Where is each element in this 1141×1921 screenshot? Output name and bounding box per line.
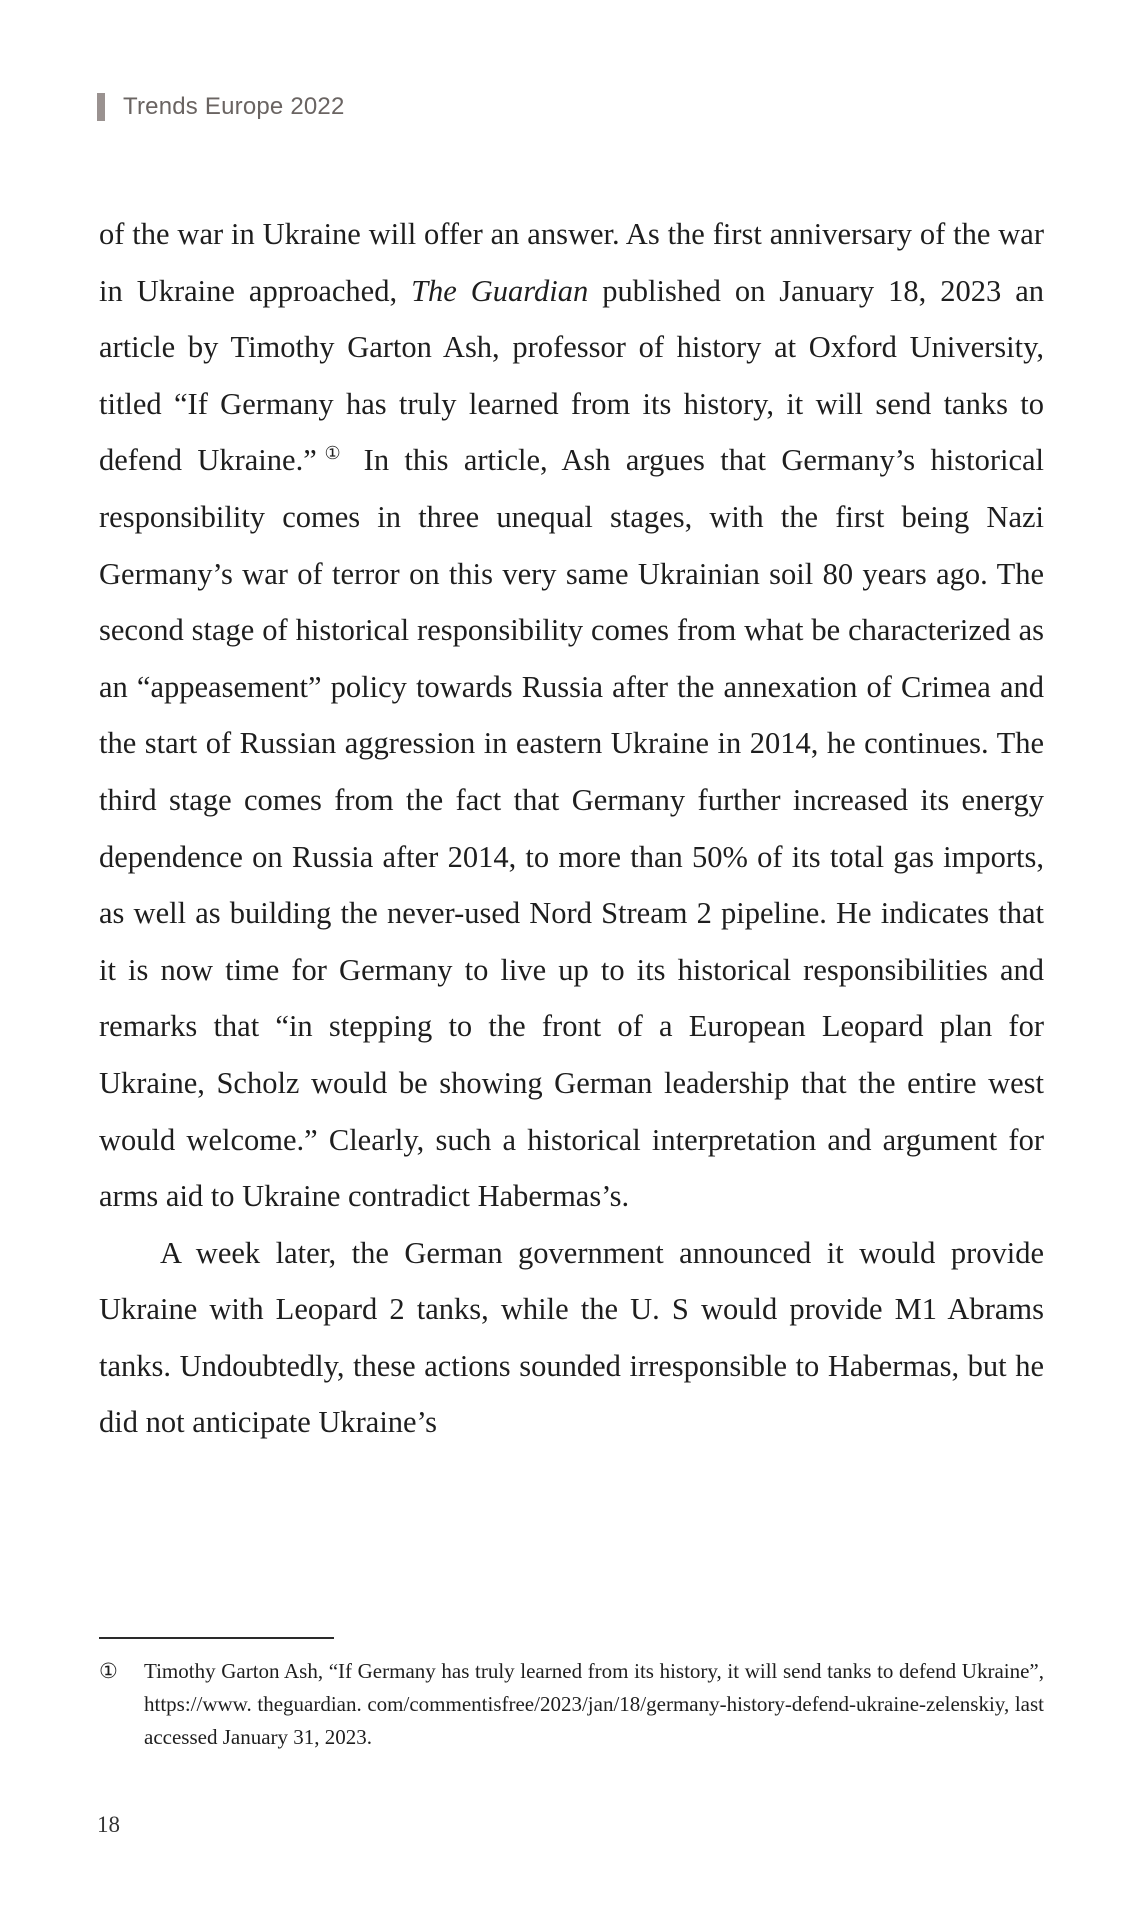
paragraph-2: A week later, the German government announced it would provide Ukraine with Leopard 2 tanks, while the U. S would provide M1 Abrams tanks. Undoubtedly, these actions sounded irresponsible to Habermas, but he did not anticipate Ukraine’s	[99, 1235, 1044, 1440]
paragraph-1-part-2: published on January 18, 2023 an article by Timothy Garton Ash, professor of history at Oxford University, titled “If Germany has truly learned from its history, it will send tanks to defend Ukraine.”	[99, 273, 1044, 478]
running-header	[97, 93, 345, 121]
footnote-divider	[99, 1637, 334, 1639]
page-number: 18	[97, 1812, 120, 1837]
paragraph-1	[99, 206, 1044, 1225]
header-title: Trends Europe 2022	[123, 93, 345, 120]
header-bar-decoration	[97, 93, 105, 121]
paragraph-1-part-1: of the war in Ukraine will offer an answer. As the first anniversary of the war in Ukraine approached,	[99, 217, 1044, 308]
paragraph-1-part-3: In this article, Ash argues that Germany’s historical responsibility comes in three unequal stages, with the first being Nazi Germany’s war of terror on this very same Ukrainian soil 80 years ago. The second stage of historical responsibility comes from what be characterized as an “appeasement” policy towards Russia after the annexation of Crimea and the start of Russian aggression in eastern Ukraine in 2014, he continues. The third stage comes from the fact that Germany further increased its energy dependence on Russia after 2014, to more than 50% of its total gas imports, as well as building the never-used Nord Stream 2 pipeline. He indicates that it is now time for Germany to live up to its historical responsibilities and remarks that “in stepping to the front of a European Leopard plan for Ukraine, Scholz would be showing German leadership that the entire west would welcome.” Clearly, such a historical interpretation and argument for arms aid to Ukraine contradict Habermas’s.	[99, 443, 1044, 1214]
publication-title: The Guardian	[411, 273, 589, 308]
footnote-marker: ①	[99, 1659, 118, 1683]
footnote-reference[interactable]: ①	[316, 443, 349, 464]
body-text	[99, 206, 1044, 1451]
footnote	[99, 1655, 1044, 1754]
footnote-text: Timothy Garton Ash, “If Germany has truly learned from its history, it will send tanks to defend Ukraine”, https://www. theguardian. com/commentisfree/2023/jan/18/germany-history-defend-ukraine-zelenskiy, last accessed January 31, 2023.	[144, 1659, 1044, 1749]
